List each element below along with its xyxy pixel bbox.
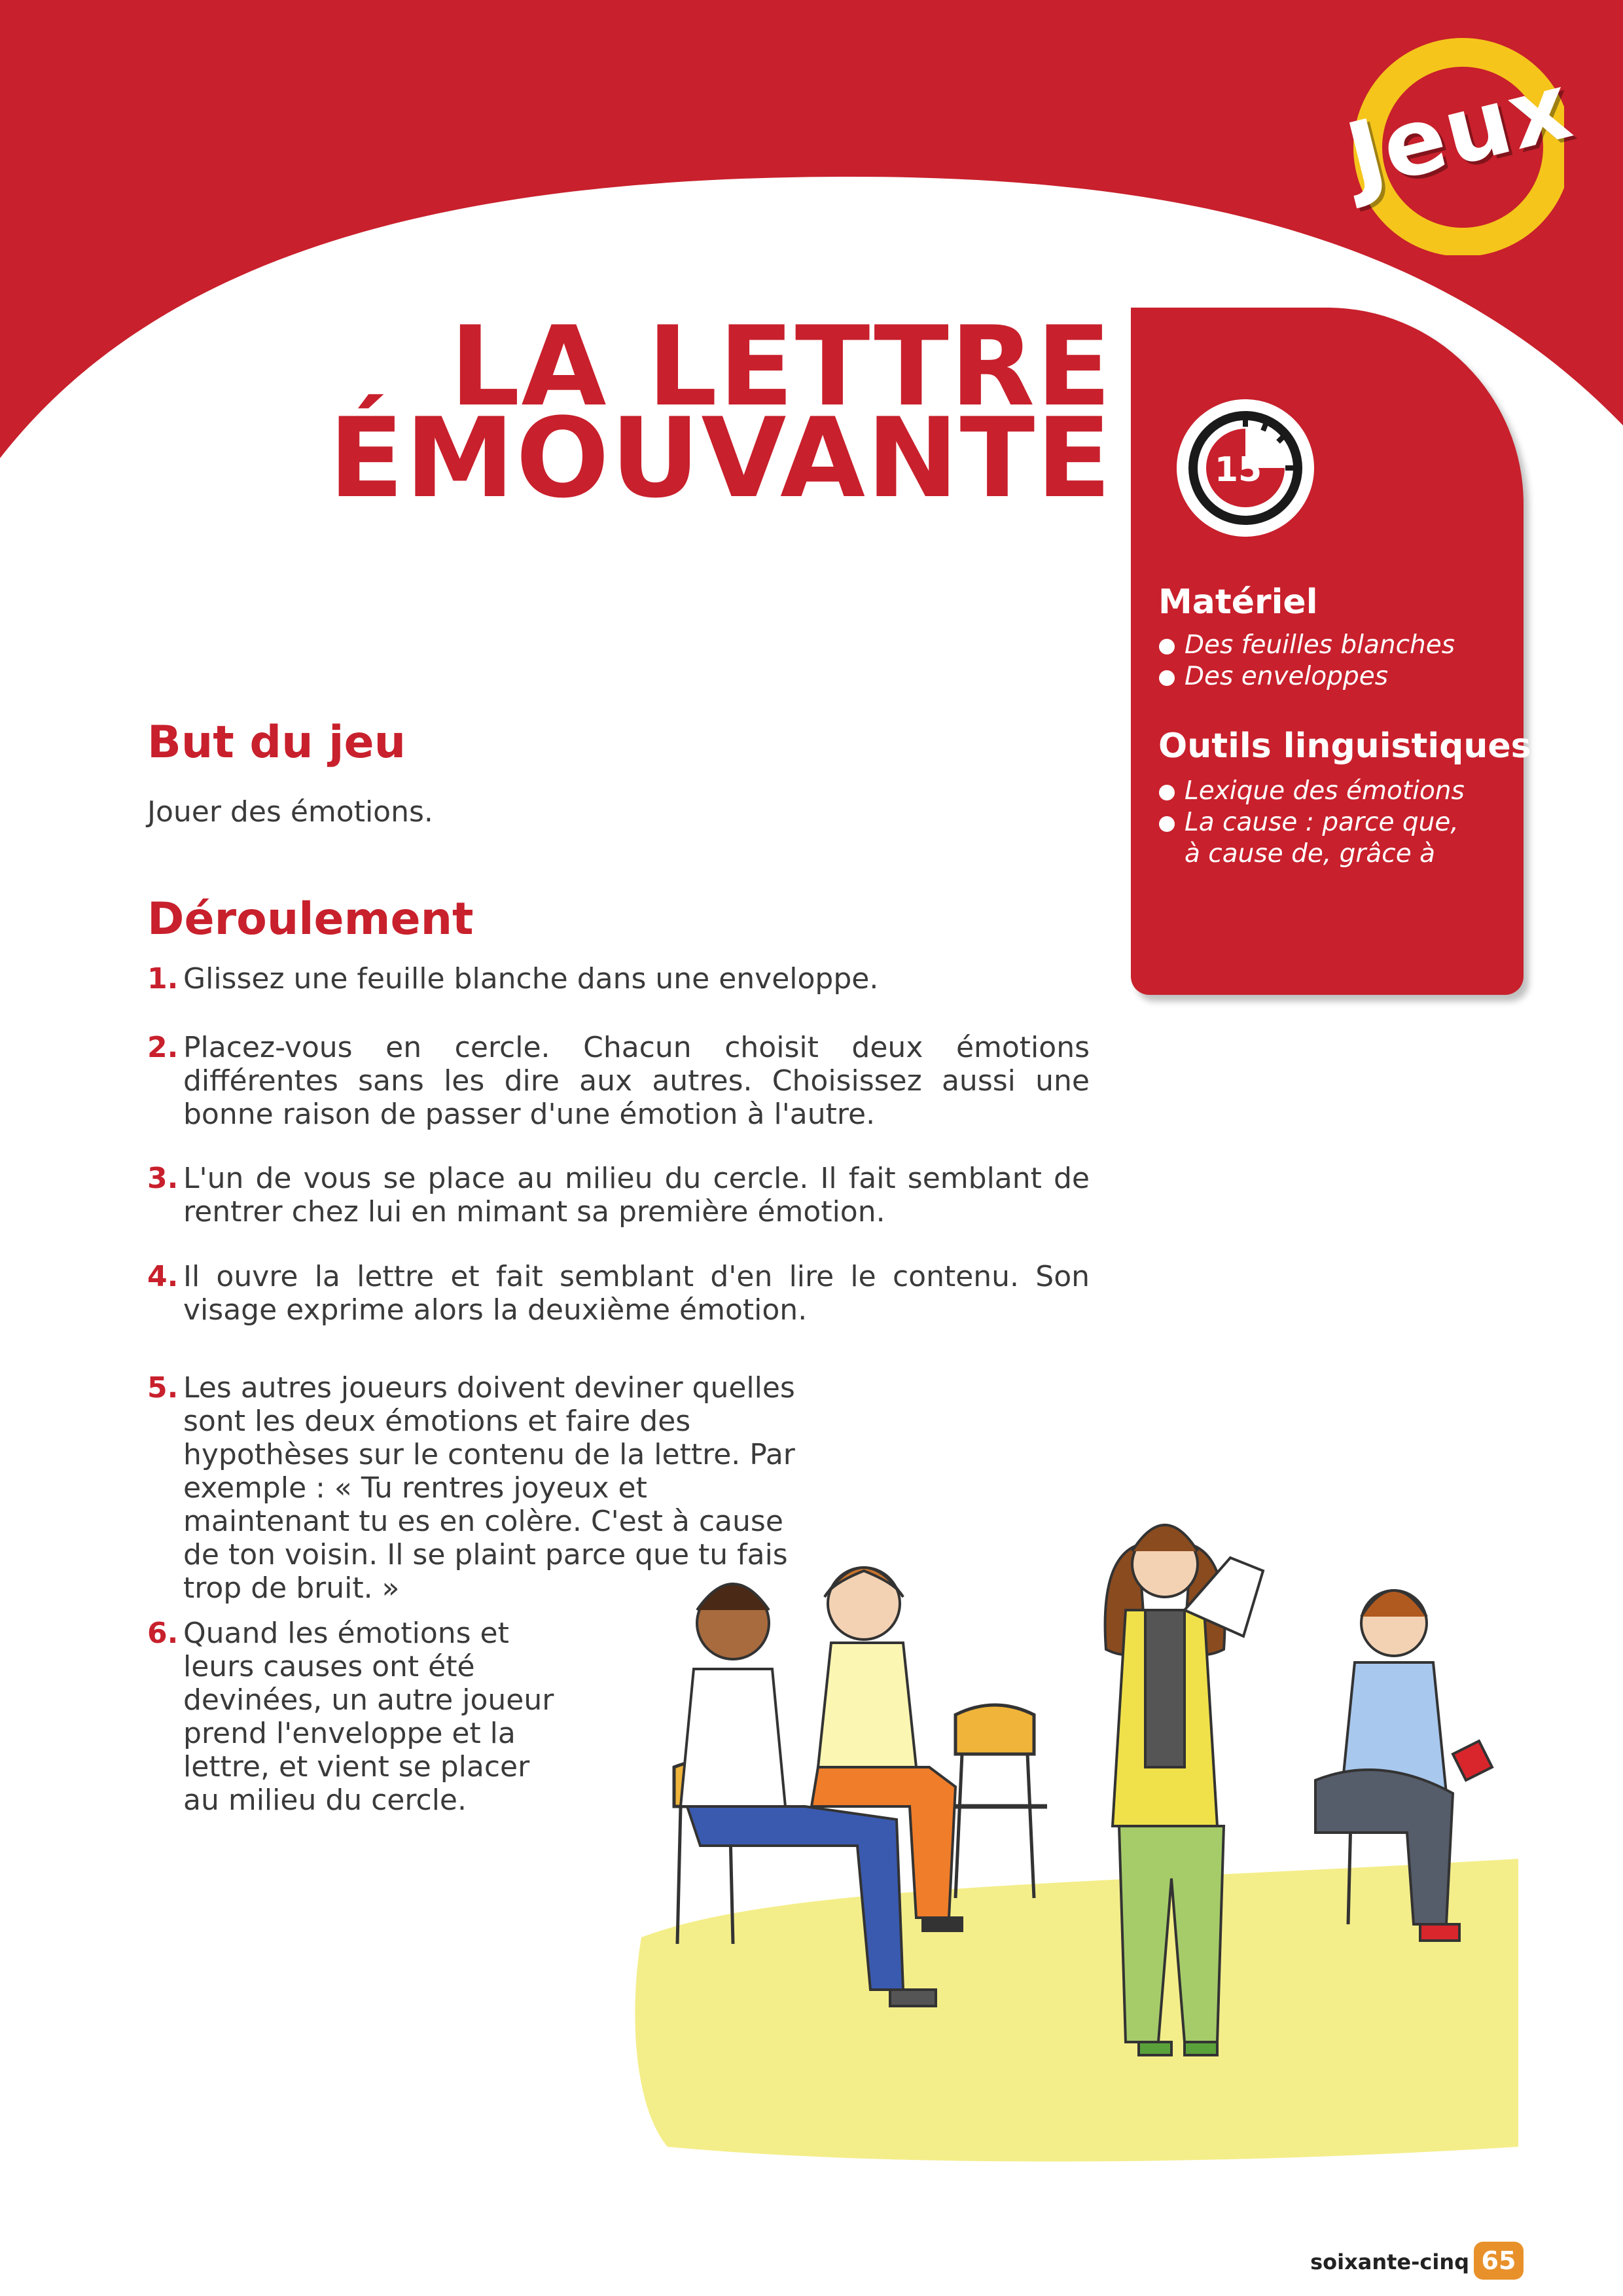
step-text: Les autres joueurs doivent deviner quelles sont les deux émotions et faire des hypothèses sur le contenu de la lettre. Par exemple : « Tu rentres joyeux et maintenant tu es en colère. C'est à cause de ton voisin. Il se plaint parce que tu fais trop de bruit. » xyxy=(183,1371,795,1605)
step-text: Placez-vous en cercle. Chacun choisit deux émotions différentes sans les dire aux autres. Choisissez aussi une bonne raison de passer d'une émotion à l'autre. xyxy=(183,1031,1090,1131)
jeux-badge xyxy=(1336,7,1582,255)
step-number: 1. xyxy=(147,962,179,996)
outils-list xyxy=(1155,776,1512,870)
step-number: 4. xyxy=(147,1260,179,1293)
badge-label: Jeux xyxy=(1336,52,1582,211)
list-item: Des feuilles blanches xyxy=(1155,630,1512,661)
step-item xyxy=(147,1162,1090,1229)
step-text: Glissez une feuille blanche dans une enveloppe. xyxy=(183,962,879,996)
materiel-heading: Matériel xyxy=(1158,583,1318,622)
outils-heading: Outils linguistiques xyxy=(1158,726,1531,766)
bullet-icon xyxy=(1159,785,1175,800)
step-number: 5. xyxy=(147,1371,179,1405)
step-item xyxy=(147,962,1090,996)
step-item xyxy=(147,1617,566,1817)
bullet-icon xyxy=(1159,670,1175,686)
materiel-list xyxy=(1155,630,1512,692)
stopwatch-icon xyxy=(1170,393,1321,543)
bullet-icon xyxy=(1159,816,1175,832)
deroulement-heading: Déroulement xyxy=(147,893,474,945)
footer-label: soixante-cinq xyxy=(1310,2250,1469,2274)
list-item: Des enveloppes xyxy=(1155,661,1512,692)
step-number: 3. xyxy=(147,1162,179,1195)
page-number: 65 xyxy=(1474,2242,1524,2280)
list-item: La cause : parce que, à cause de, grâce à xyxy=(1155,807,1466,870)
but-text: Jouer des émotions. xyxy=(147,795,433,829)
step-text: L'un de vous se place au milieu du cercle. Il fait semblant de rentrer chez lui en mimant sa première émotion. xyxy=(183,1162,1090,1229)
step-item xyxy=(147,1260,1090,1327)
bullet-icon xyxy=(1159,639,1175,655)
page-title-line-1: LA LETTRE xyxy=(450,302,1113,431)
page-title-line-2: ÉMOUVANTE xyxy=(329,394,1113,522)
step-number: 6. xyxy=(147,1617,179,1650)
step-text: Quand les émotions et leurs causes ont été devinées, un autre joueur prend l'enveloppe et la lettre, et vient se placer au milieu du cercle. xyxy=(183,1617,554,1817)
timer-label: 15' xyxy=(1214,450,1273,490)
step-number: 2. xyxy=(147,1031,179,1064)
step-text: Il ouvre la lettre et fait semblant d'en lire le contenu. Son visage exprime alors la deuxième émotion. xyxy=(183,1260,1090,1327)
but-heading: But du jeu xyxy=(147,717,406,768)
list-item: Lexique des émotions xyxy=(1155,776,1512,807)
step-item xyxy=(147,1031,1090,1131)
students-illustration xyxy=(615,1518,1531,2173)
